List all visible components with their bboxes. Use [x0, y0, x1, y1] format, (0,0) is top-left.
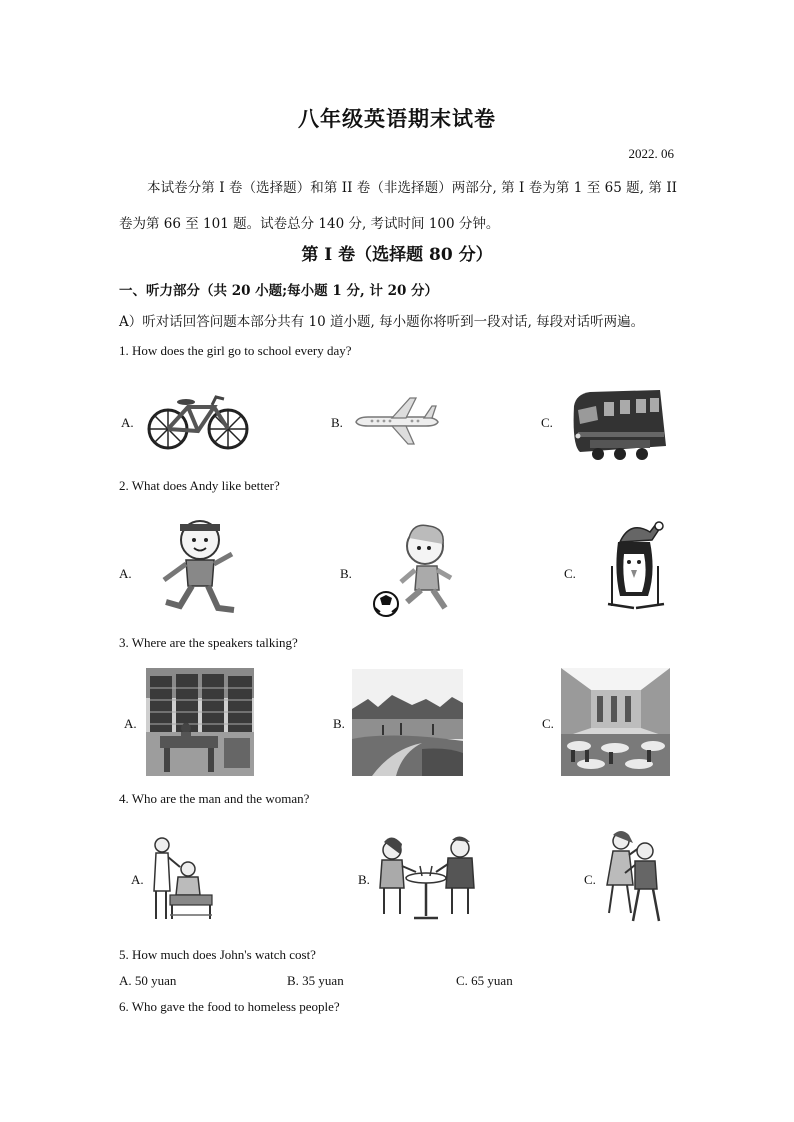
q1-option-b-label: B.: [331, 415, 343, 430]
q5-option-b: [287, 973, 344, 989]
dancing-couple-icon: [603, 829, 663, 925]
couple-dining-icon: [374, 834, 478, 922]
q2-option-a-label: A.: [119, 566, 132, 581]
question-4: 4. Who are the man and the woman?: [119, 791, 310, 806]
q2-option-c-label: C.: [564, 566, 576, 581]
question-1: 1. How does the girl go to school every day?: [119, 343, 352, 358]
q5-option-a-label: A.: [119, 973, 132, 988]
question-3: 3. Where are the speakers talking?: [119, 635, 298, 650]
restaurant-photo: [561, 668, 670, 776]
exam-intro: 本试卷分第 I 卷（选择题）和第 II 卷（非选择题）两部分, 第 I 卷为第 1 至 65 题, 第 II 卷为第 66 至 101 题。试卷总分 140 分, 考试时间 100 分钟。: [119, 180, 677, 232]
question-6: 6. Who gave the food to homeless people?: [119, 999, 340, 1014]
q5-option-c-label: C.: [456, 973, 468, 988]
train-icon: [568, 386, 670, 462]
q5-option-c-text: 65 yuan: [471, 973, 513, 988]
park-photo: [352, 669, 463, 776]
q3-option-a-label: A.: [124, 716, 137, 731]
q5-option-a-text: 50 yuan: [134, 973, 177, 988]
question-5: 5. How much does John's watch cost?: [119, 947, 316, 962]
bicycle-icon: [146, 393, 250, 451]
doctor-patient-icon: [148, 835, 214, 923]
q4-option-c-label: C.: [584, 872, 596, 887]
q5-option-b-text: 35 yuan: [302, 973, 344, 988]
sub-instruction: A）听对话回答问题本部分共有 10 道小题, 每小题你将听到一段对话, 每段对话听两遍。: [119, 314, 645, 330]
q1-option-a-label: A.: [121, 415, 134, 430]
q3-option-c-label: C.: [542, 716, 554, 731]
q4-option-a-label: A.: [131, 872, 144, 887]
q1-option-c-label: C.: [541, 415, 553, 430]
q3-option-b-label: B.: [333, 716, 345, 731]
q4-option-b-label: B.: [358, 872, 370, 887]
q5-option-a: [119, 973, 176, 989]
exam-date: 2022. 06: [628, 146, 674, 161]
soccer-boy-icon: [369, 518, 457, 618]
airplane-icon: [352, 396, 440, 446]
q2-option-b-label: B.: [340, 566, 352, 581]
q5-option-b-label: B.: [287, 973, 299, 988]
question-2: 2. What does Andy like better?: [119, 478, 280, 493]
running-boy-icon: [142, 510, 238, 618]
skiing-penguin-icon: [604, 518, 668, 612]
q5-option-c: [456, 973, 513, 989]
page-title: 八年级英语期末试卷: [298, 106, 496, 131]
library-photo: [146, 668, 254, 776]
part-title: 一、听力部分（共 20 小题;每小题 1 分, 计 20 分）: [119, 283, 439, 299]
section-title: 第 I 卷（选择题 80 分）: [301, 245, 493, 265]
